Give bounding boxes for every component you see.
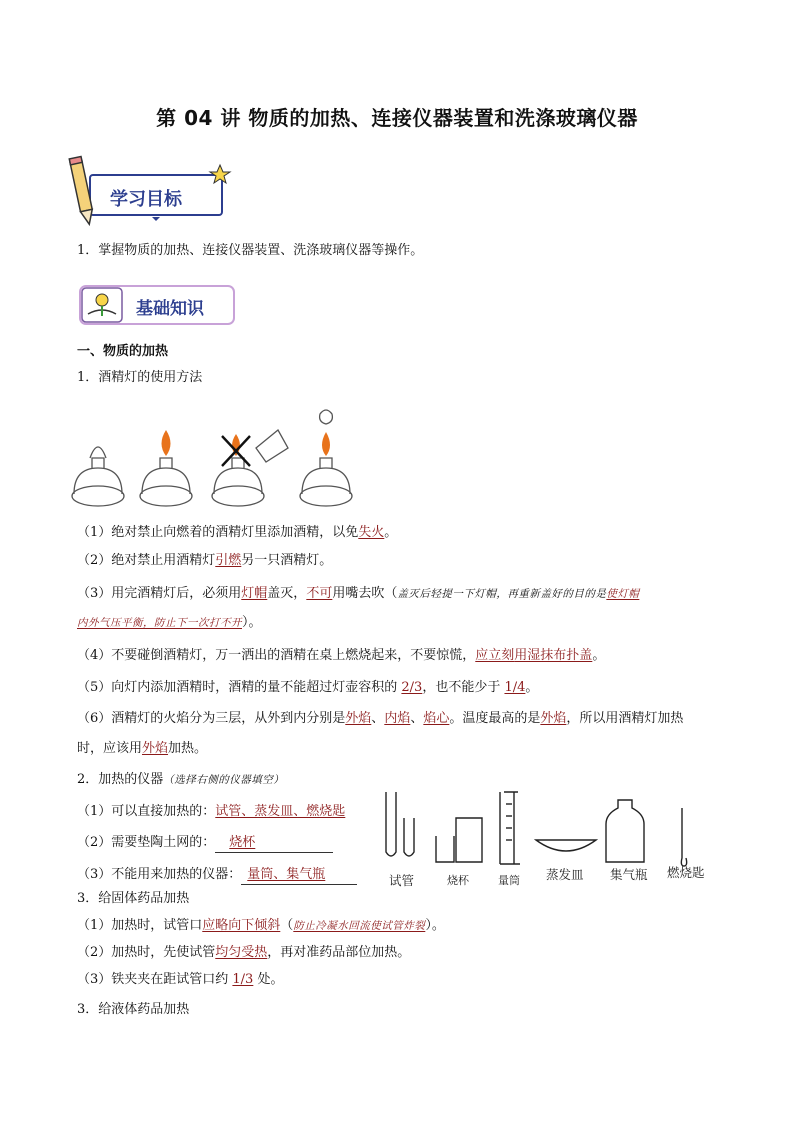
lamp-rule-3-cont: 内外气压平衡，防止下一次打不开）。 [77,615,262,630]
instruments-heading: 2．加热的仪器（选择右侧的仪器填空） [77,772,285,787]
instrument-drawings [378,788,718,872]
instrument-q2: （2）需要垫陶土网的： 烧杯 [77,834,333,853]
evaporating-dish-icon [536,840,596,851]
alcohol-lamp-illustration [66,408,366,518]
solid-rule-1: （1）加热时，试管口应略向下倾斜（防止冷凝水回流使试管炸裂）。 [77,918,445,933]
goal-badge [68,155,238,233]
page-title: 第 04 讲 物质的加热、连接仪器装置和洗涤玻璃仪器 [156,106,638,130]
label-test-tube: 试管 [389,873,415,888]
flame-icon [162,430,171,456]
lamp-rule-3: （3）用完酒精灯后，必须用灯帽盖灭，不可用嘴去吹（盖灭后轻提一下灯帽，再重新盖好的目的是使灯帽 [77,586,640,601]
small-beaker-icon [436,836,454,862]
liquid-heading: 3．给液体药品加热 [77,1002,190,1017]
beaker-icon [456,818,482,862]
goal-text: 1．掌握物质的加热、连接仪器装置、洗涤玻璃仪器等操作。 [77,243,424,258]
lamp-rule-1: （1）绝对禁止向燃着的酒精灯里添加酒精，以免失火。 [77,525,398,540]
lamp-rule-2: （2）绝对禁止用酒精灯引燃另一只酒精灯。 [77,553,333,568]
solid-heading: 3．给固体药品加热 [77,891,190,906]
flame-icon [322,432,330,456]
lamp-4 [300,410,352,506]
lamp-heading: 1．酒精灯的使用方法 [77,370,203,385]
solid-rule-2: （2）加热时，先使试管均匀受热，再对准药品部位加热。 [77,945,411,960]
test-tube-small-icon [404,818,414,856]
label-evaporating-dish: 蒸发皿 [546,867,584,882]
instrument-q1: （1）可以直接加热的：试管、蒸发皿、燃烧匙 [77,804,346,819]
solid-rule-3: （3）铁夹夹在距试管口约 1/3 处。 [77,972,284,987]
lamp-rule-5: （5）向灯内添加酒精时，酒精的量不能超过灯壶容积的 2/3，也不能少于 1/4。 [77,680,539,695]
lamp-3 [212,430,288,506]
lamp-2 [140,458,192,506]
instrument-q3: （3）不能用来加热的仪器： 量筒、集气瓶 [77,866,357,885]
label-beaker: 烧杯 [447,874,469,887]
test-tube-icon [386,792,396,856]
label-gas-jar: 集气瓶 [610,867,648,882]
combustion-spoon-icon [681,808,686,866]
goal-badge-label: 学习目标 [110,189,182,210]
lamp-rule-6-cont: 时，应该用外焰加热。 [77,741,208,756]
section-heading-heating: 一、物质的加热 [77,344,169,359]
label-graduated-cylinder: 量筒 [498,874,520,887]
label-combustion-spoon: 燃烧匙 [667,865,705,880]
gas-jar-icon [606,800,644,862]
lamp-rule-4: （4）不要碰倒酒精灯，万一洒出的酒精在桌上燃烧起来，不要惊慌，应立刻用湿抹布扑盖。 [77,648,606,663]
knowledge-badge-label: 基础知识 [136,299,204,319]
lamp-1 [72,447,124,506]
knowledge-badge [74,280,240,330]
lamp-rule-6: （6）酒精灯的火焰分为三层，从外到内分别是外焰、内焰、焰心。温度最高的是外焰，所以用酒精灯加热 [77,711,684,726]
